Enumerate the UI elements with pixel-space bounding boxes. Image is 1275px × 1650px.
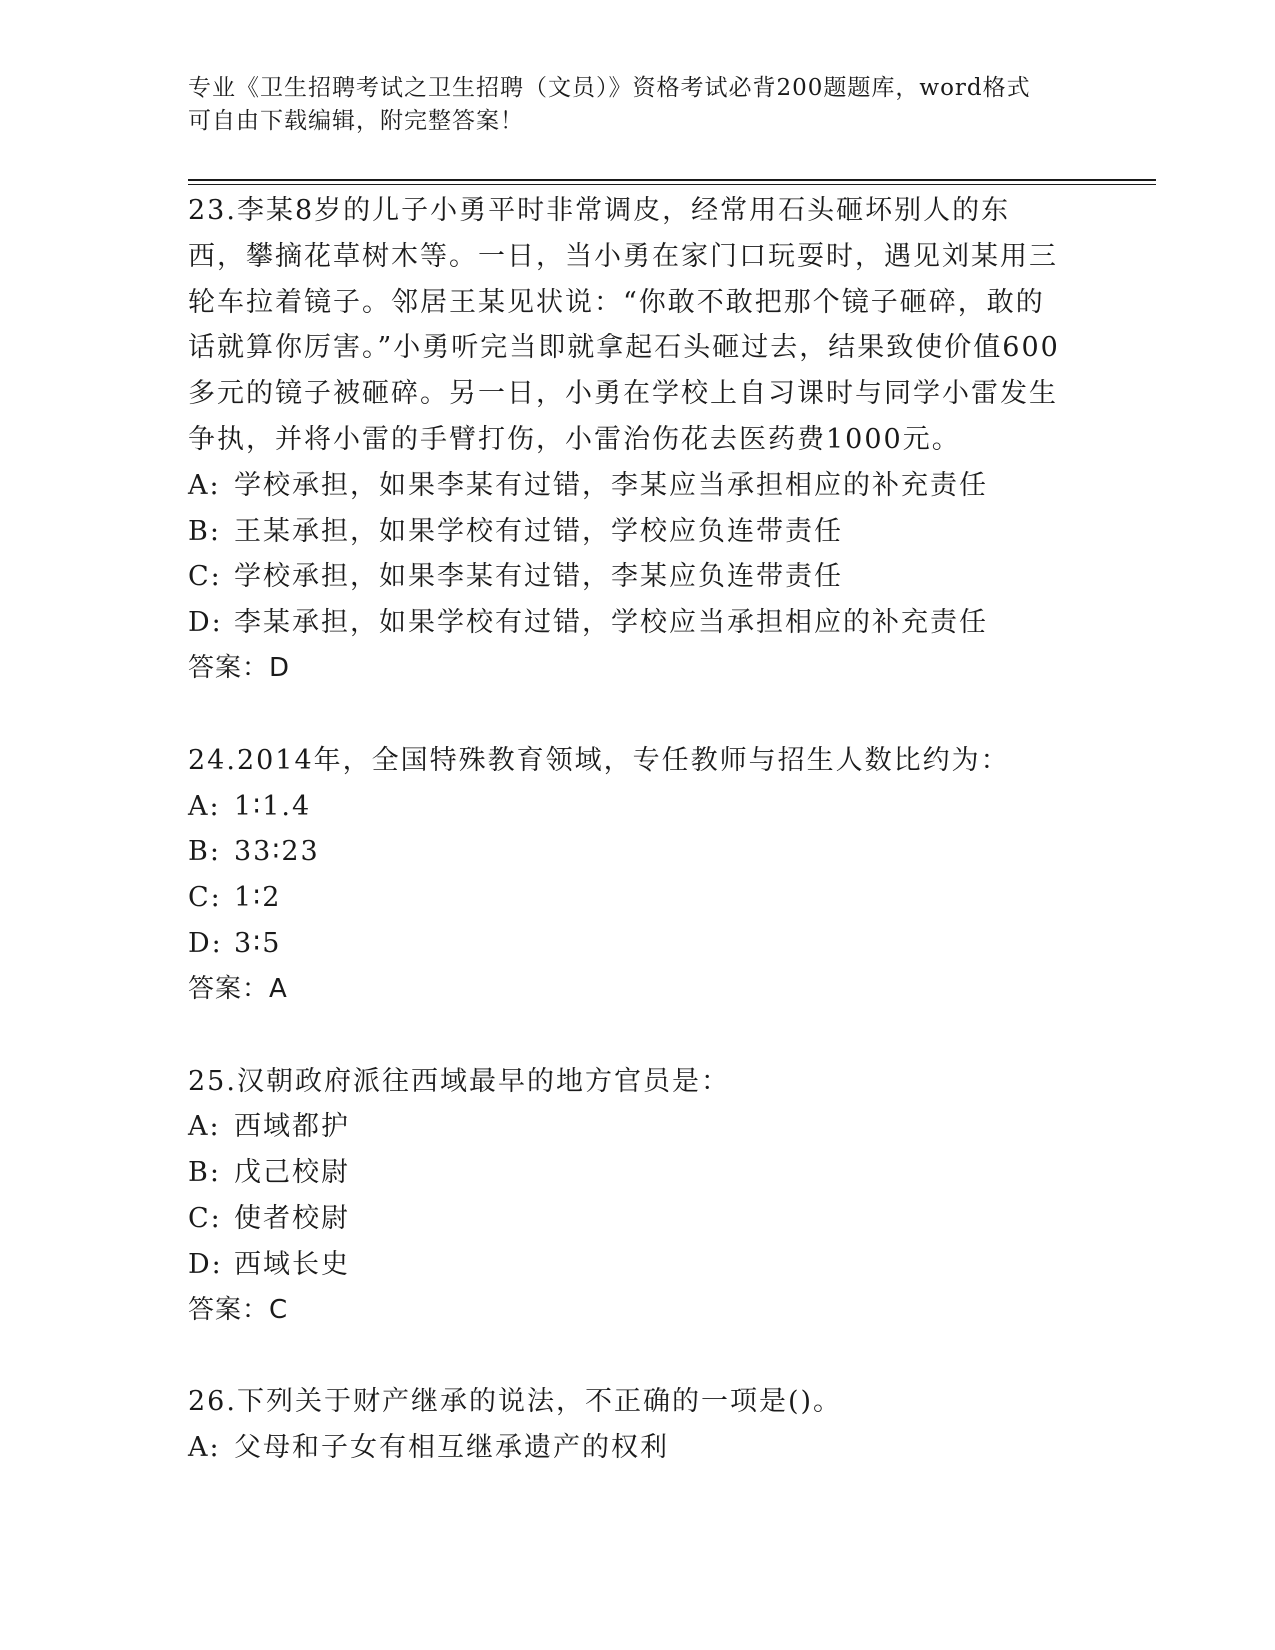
question-stem: 25.汉朝政府派往西域最早的地方官员是： [188, 1065, 730, 1097]
document-header [188, 72, 1088, 138]
option-d [188, 600, 1068, 646]
option-key: D: [188, 607, 223, 639]
question-stem: 24.2014年，全国特殊教育领域，专任教师与招生人数比约为： [188, 744, 1010, 776]
header-divider-thin [188, 184, 1156, 185]
option-text: 西域都护 [234, 1111, 350, 1143]
question-23 [188, 188, 1068, 692]
option-key: A: [188, 469, 221, 501]
option-text: 学校承担，如果李某有过错，李某应负连带责任 [234, 561, 843, 593]
option-text: 戊己校尉 [234, 1157, 350, 1189]
option-c [188, 1196, 1068, 1242]
option-text: 33∶23 [234, 836, 320, 868]
option-text: 李某承担，如果学校有过错，学校应当承担相应的补充责任 [234, 607, 988, 639]
option-text: 使者校尉 [234, 1202, 350, 1234]
answer-line: 答案：D [188, 652, 291, 683]
answer-line: 答案：C [188, 1294, 289, 1325]
option-text: 父母和子女有相互继承遗产的权利 [234, 1432, 669, 1464]
option-b [188, 509, 1068, 555]
option-b [188, 829, 1068, 875]
answer-line: 答案：A [188, 973, 288, 1004]
question-stem: 26.下列关于财产继承的说法，不正确的一项是()。 [188, 1386, 843, 1418]
question-25 [188, 1059, 1068, 1334]
option-key: A: [188, 790, 221, 822]
question-spacer [188, 692, 1068, 738]
option-b [188, 1150, 1068, 1196]
question-26 [188, 1379, 1068, 1471]
option-text: 学校承担，如果李某有过错，李某应当承担相应的补充责任 [234, 469, 988, 501]
option-a [188, 784, 1068, 830]
option-text: 3∶5 [234, 927, 282, 959]
option-text: 1∶1.4 [234, 790, 312, 822]
question-spacer [188, 1333, 1068, 1379]
option-text: 王某承担，如果学校有过错，学校应负连带责任 [234, 515, 843, 547]
option-key: A: [188, 1432, 221, 1464]
option-text: 1∶2 [234, 882, 282, 914]
option-key: D: [188, 927, 223, 959]
option-d [188, 1242, 1068, 1288]
question-24 [188, 738, 1068, 1013]
option-c [188, 875, 1068, 921]
question-spacer [188, 1013, 1068, 1059]
question-list [188, 188, 1068, 1471]
header-divider [188, 179, 1156, 181]
option-key: C: [188, 561, 222, 593]
option-key: D: [188, 1248, 223, 1280]
option-key: B: [188, 515, 221, 547]
option-a [188, 1425, 1068, 1471]
option-a [188, 1104, 1068, 1150]
option-key: B: [188, 836, 221, 868]
option-key: A: [188, 1111, 221, 1143]
question-stem: 23.李某8岁的儿子小勇平时非常调皮，经常用石头砸坏别人的东西，攀摘花草树木等。一日，当小勇在家门口玩耍时，遇见刘某用三轮车拉着镜子。邻居王某见状说：“你敢不敢把那个镜子砸碎，敢的话就算你厉害。”小勇听完当即就拿起石头砸过去，结果致使价值600多元的镜子被砸碎。另一日，小勇在学校上自习课时与同学小雷发生争执，并将小雷的手臂打伤，小雷治伤花去医药费1000元。 [188, 195, 1060, 455]
option-key: B: [188, 1157, 221, 1189]
option-key: C: [188, 882, 222, 914]
option-a [188, 463, 1068, 509]
header-line-1: 专业《卫生招聘考试之卫生招聘（文员）》资格考试必背200题题库，word格式 [188, 75, 1031, 101]
header-line-2: 可自由下载编辑，附完整答案！ [188, 108, 524, 134]
option-text: 西域长史 [234, 1248, 350, 1280]
option-d [188, 921, 1068, 967]
option-key: C: [188, 1202, 222, 1234]
option-c [188, 554, 1068, 600]
